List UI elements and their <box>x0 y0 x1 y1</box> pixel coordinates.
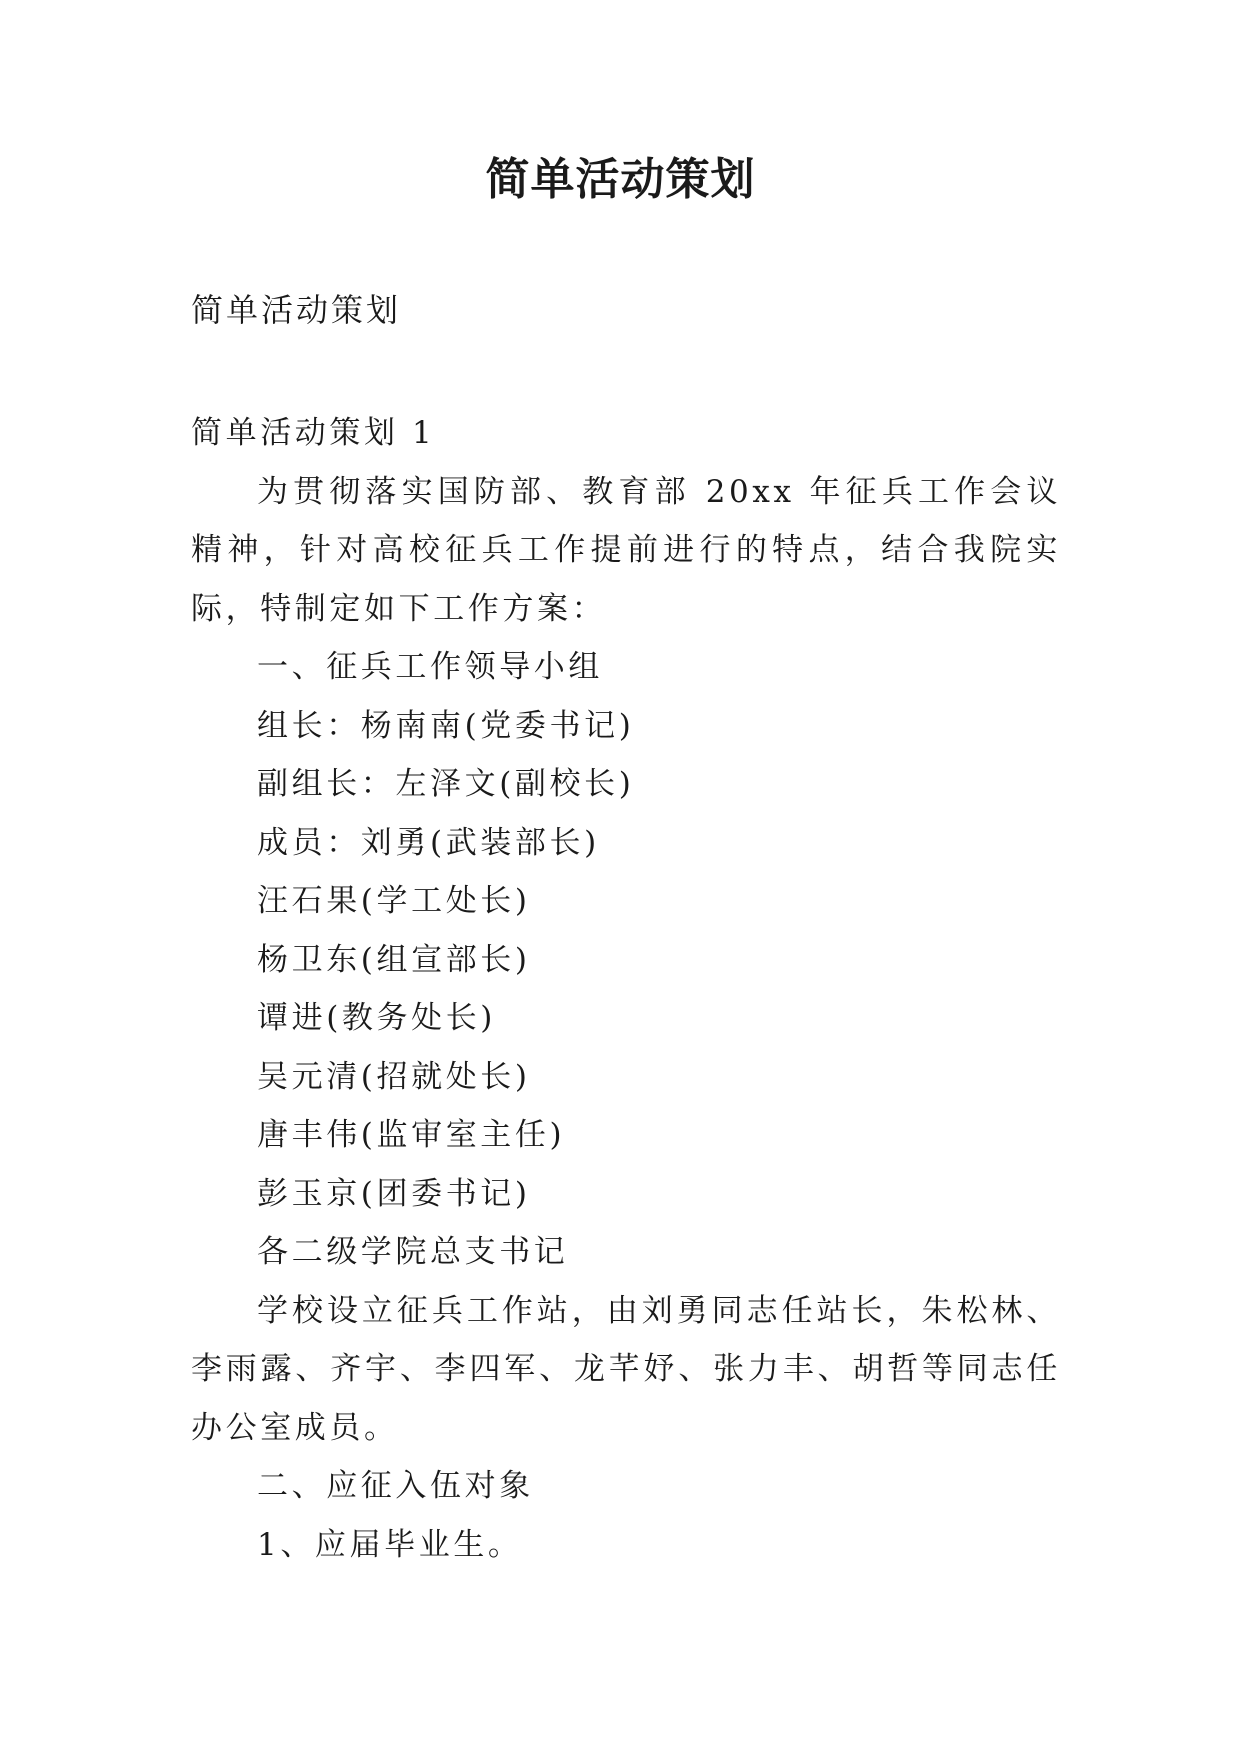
paragraph: 唐丰伟(监审室主任) <box>257 1117 566 1153</box>
paragraph: 为贯彻落实国防部、教育部 20xx 年征兵工作会议精神，针对高校征兵工作提前进行的特点，结合我院实际，特制定如下工作方案： <box>191 473 1061 627</box>
document-title: 简单活动策划 <box>485 154 756 205</box>
paragraph: 副组长：左泽文(副校长) <box>257 766 635 802</box>
paragraph: 杨卫东(组宣部长) <box>257 941 531 978</box>
paragraph: 组长：杨南南(党委书记) <box>257 707 635 744</box>
document-subtitle: 简单活动策划 <box>191 291 402 329</box>
paragraph: 谭进(教务处长) <box>257 1000 496 1036</box>
paragraph: 二、应征入伍对象 <box>257 1468 534 1504</box>
paragraph: 一、征兵工作领导小组 <box>257 649 603 685</box>
paragraph: 各二级学院总支书记 <box>257 1234 569 1270</box>
document-body <box>191 404 1061 1574</box>
paragraph: 学校设立征兵工作站，由刘勇同志任站长，朱松林、李雨露、齐宇、李四军、龙芊妤、张力丰、胡哲等同志任办公室成员。 <box>191 1292 1061 1446</box>
paragraph: 吴元清(招就处长) <box>257 1058 531 1095</box>
paragraph: 汪石果(学工处长) <box>257 883 531 919</box>
paragraph: 1、应届毕业生。 <box>257 1526 523 1563</box>
section-heading: 简单活动策划 1 <box>191 415 436 451</box>
paragraph: 彭玉京(团委书记) <box>257 1175 531 1212</box>
paragraph: 成员：刘勇(武装部长) <box>257 824 600 861</box>
